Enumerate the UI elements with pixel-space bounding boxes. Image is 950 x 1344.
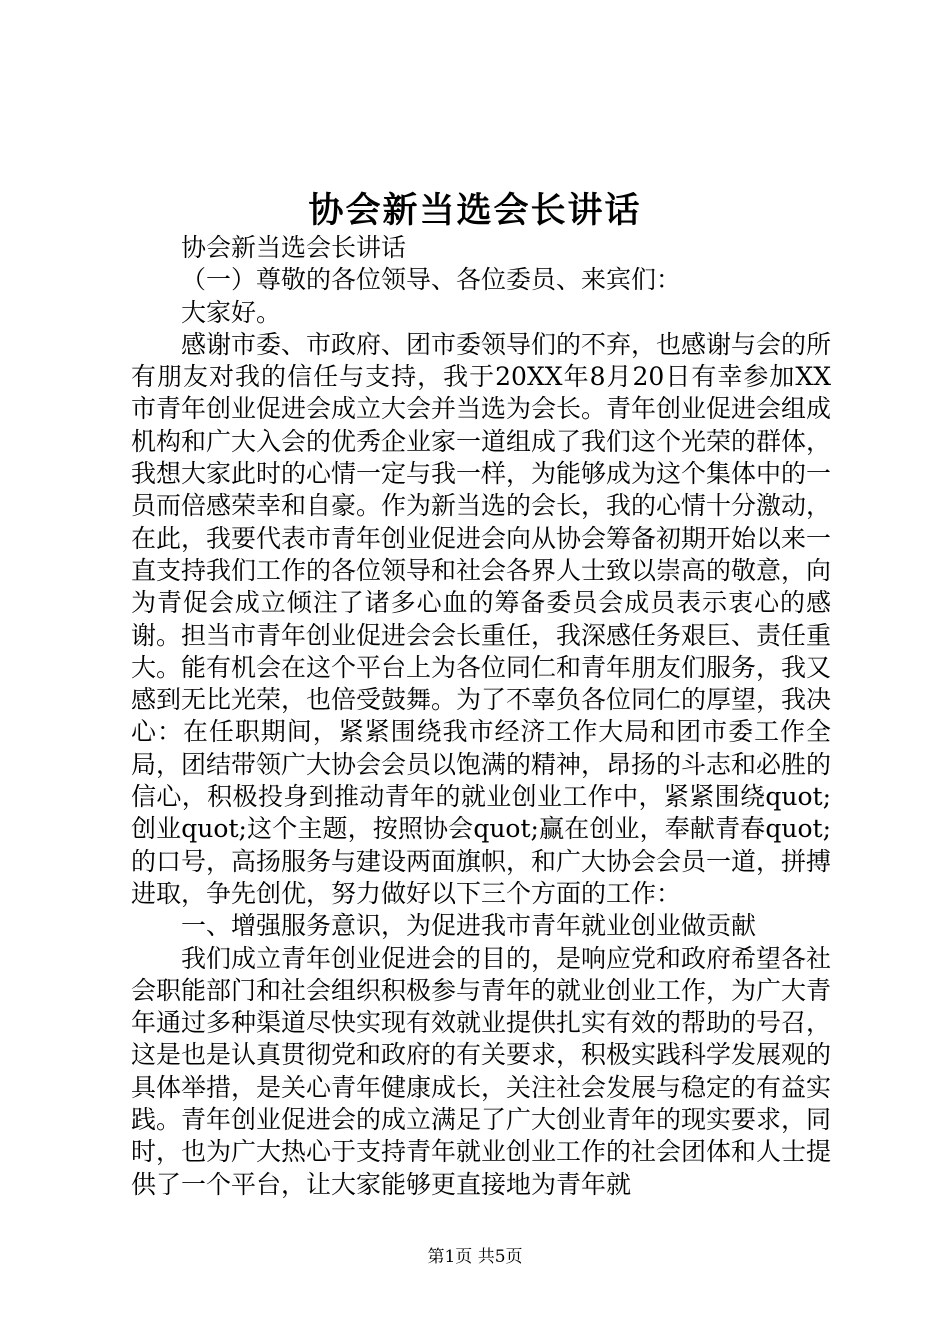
paragraph-purpose: 我们成立青年创业促进会的目的，是响应党和政府希望各社会职能部门和社会组织积极参与青年的就业创业工作，为广大青年通过多种渠道尽快实现有效就业提供扎实有效的帮助的号召，这是也是认真贯彻党和政府的有关要求，积极实践科学发展观的具体举措，是关心青年健康成长，关注社会发展与稳定的有益实践。青年创业促进会的成立满足了广大创业青年的现实要求，同时，也为广大热心于支持青年就业创业工作的社会团体和人士提供了一个平台，让大家能够更直接地为青年就 bbox=[131, 943, 832, 1199]
paragraph-subtitle: 协会新当选会长讲话 bbox=[181, 233, 407, 262]
page-footer: 第1页 共5页 bbox=[427, 1247, 523, 1267]
paragraph-greeting: 大家好。 bbox=[181, 297, 282, 327]
section-heading-1: 一、增强服务意识，为促进我市青年就业创业做贡献 bbox=[181, 911, 757, 941]
document-title: 协会新当选会长讲话 bbox=[308, 190, 642, 231]
paragraph-thanks: 感谢市委、市政府、团市委领导们的不弃，也感谢与会的所有朋友对我的信任与支持，我于20XX年8月20日有幸参加XX市青年创业促进会成立大会并当选为会长。青年创业促进会组成机构和广大入会的优秀企业家一道组成了我们这个光荣的群体，我想大家此时的心情一定与我一样，为能够成为这个集体中的一员而倍感荣幸和自豪。作为新当选的会长，我的心情十分激动，在此，我要代表市青年创业促进会向从协会筹备初期开始以来一直支持我们工作的各位领导和社会各界人士致以崇高的敬意，向为青促会成立倾注了诸多心血的筹备委员会成员表示衷心的感谢。担当市青年创业促进会会长重任，我深感任务艰巨、责任重大。能有机会在这个平台上为各位同仁和青年朋友们服务，我又感到无比光荣，也倍受鼓舞。为了不辜负各位同仁的厚望，我决心：在任职期间，紧紧围绕我市经济工作大局和团市委工作全局，团结带领广大协会会员以饱满的精神，昂扬的斗志和必胜的信心，积极投身到推动青年的就业创业工作中，紧紧围绕quot;创业quot;这个主题，按照协会quot;赢在创业，奉献青春quot;的口号，高扬服务与建设两面旗帜，和广大协会会员一道，拼搏进取，争先创优，努力做好以下三个方面的工作： bbox=[131, 329, 832, 908]
paragraph-salutation: （一）尊敬的各位领导、各位委员、来宾们： bbox=[181, 265, 682, 295]
document-body bbox=[131, 232, 831, 1201]
